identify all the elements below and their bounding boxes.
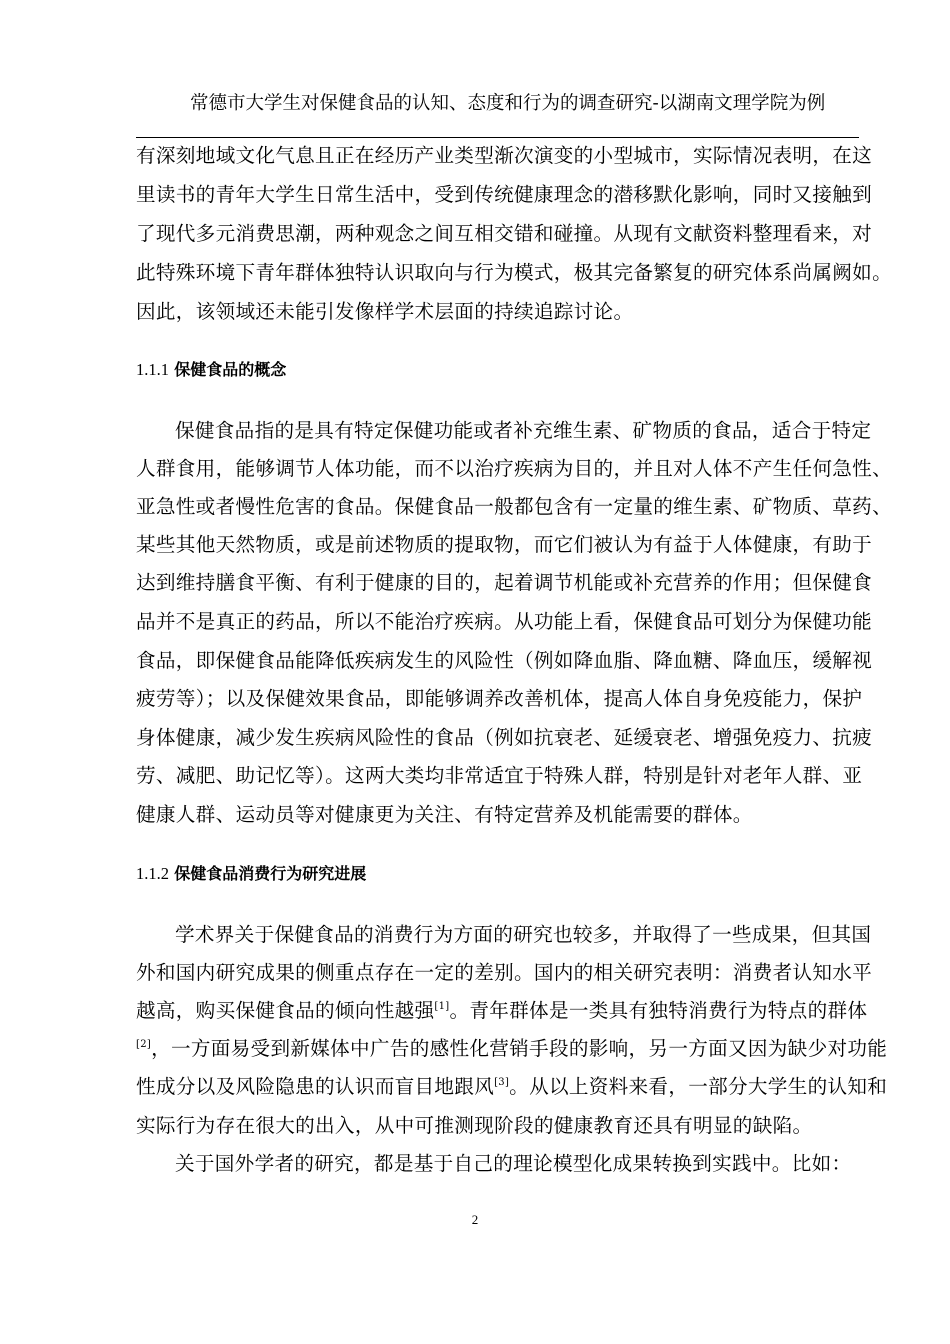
text-run: 。青年群体是一类具有独特消费行为特点的群体 xyxy=(449,999,868,1022)
text-run: 越高，购买保健食品的倾向性越强 xyxy=(136,999,435,1022)
body-line: 学术界关于保健食品的消费行为方面的研究也较多，并取得了一些成果，但其国 xyxy=(175,923,872,946)
body-line: 保健食品指的是具有特定保健功能或者补充维生素、矿物质的食品，适合于特定 xyxy=(175,419,872,442)
citation-ref[interactable]: [3] xyxy=(494,1077,510,1088)
section-heading-1-1-1 xyxy=(136,358,836,382)
citation-ref[interactable]: [2] xyxy=(136,1039,152,1050)
body-line xyxy=(136,998,868,1024)
page-number: 2 xyxy=(471,1212,479,1227)
body-line: 关于国外学者的研究，都是基于自己的理论模型化成果转换到实践中。比如： xyxy=(175,1152,852,1175)
body-line: 有深刻地域文化气息且正在经历产业类型渐次演变的小型城市，实际情况表明，在这 xyxy=(136,144,873,167)
body-line: 里读书的青年大学生日常生活中，受到传统健康理念的潜移默化影响，同时又接触到 xyxy=(136,183,873,206)
body-line: 疲劳等）；以及保健效果食品，即能够调养改善机体，提高人体自身免疫能力，保护 xyxy=(136,687,863,710)
text-run: 性成分以及风险隐患的认识而盲目地跟风 xyxy=(136,1075,495,1098)
section-heading-1-1-2 xyxy=(136,862,836,886)
section-title: 保健食品的概念 xyxy=(174,360,287,379)
section-number: 1.1.2 xyxy=(136,864,169,883)
citation-ref[interactable]: [1] xyxy=(434,1001,450,1012)
body-line: 实际行为存在很大的出入，从中可推测现阶段的健康教育还具有明显的缺陷。 xyxy=(136,1114,813,1137)
body-line xyxy=(136,1074,888,1100)
body-line: 亚急性或者慢性危害的食品。保健食品一般都包含有一定量的维生素、矿物质、草药、 xyxy=(136,495,892,518)
section-number: 1.1.1 xyxy=(136,360,169,379)
body-line: 了现代多元消费思潮，两种观念之间互相交错和碰撞。从现有文献资料整理看来，对 xyxy=(136,222,873,245)
body-line: 身体健康，减少发生疾病风险性的食品（例如抗衰老、延缓衰老、增强免疫力、抗疲 xyxy=(136,726,873,749)
body-line: 食品，即保健食品能降低疾病发生的风险性（例如降血脂、降血糖、降血压，缓解视 xyxy=(136,649,873,672)
text-run: 。从以上资料来看，一部分大学生的认知和 xyxy=(509,1075,888,1098)
text-run: ，一方面易受到新媒体中广告的感性化营销手段的影响，另一方面又因为缺少对功能 xyxy=(151,1037,888,1060)
body-line xyxy=(136,1036,888,1062)
body-line: 此特殊环境下青年群体独特认识取向与行为模式，极其完备繁复的研究体系尚属阙如。 xyxy=(136,261,892,284)
body-line: 人群食用，能够调节人体功能，而不以治疗疾病为目的，并且对人体不产生任何急性、 xyxy=(136,457,892,480)
section-title: 保健食品消费行为研究进展 xyxy=(174,864,367,883)
body-line: 某些其他天然物质，或是前述物质的提取物，而它们被认为有益于人体健康，有助于 xyxy=(136,533,873,556)
running-header: 常德市大学生对保健食品的认知、态度和行为的调查研究-以湖南文理学院为例 xyxy=(190,93,826,114)
body-line: 达到维持膳食平衡、有利于健康的目的，起着调节机能或补充营养的作用；但保健食 xyxy=(136,571,873,594)
body-line: 因此，该领域还未能引发像样学术层面的持续追踪讨论。 xyxy=(136,300,634,323)
body-line: 劳、减肥、助记忆等）。这两大类均非常适宜于特殊人群，特别是针对老年人群、亚 xyxy=(136,764,863,787)
header-rule xyxy=(136,137,859,138)
body-line: 外和国内研究成果的侧重点存在一定的差别。国内的相关研究表明：消费者认知水平 xyxy=(136,961,873,984)
body-line: 品并不是真正的药品，所以不能治疗疾病。从功能上看，保健食品可划分为保健功能 xyxy=(136,610,873,633)
body-line: 健康人群、运动员等对健康更为关注、有特定营养及机能需要的群体。 xyxy=(136,803,753,826)
